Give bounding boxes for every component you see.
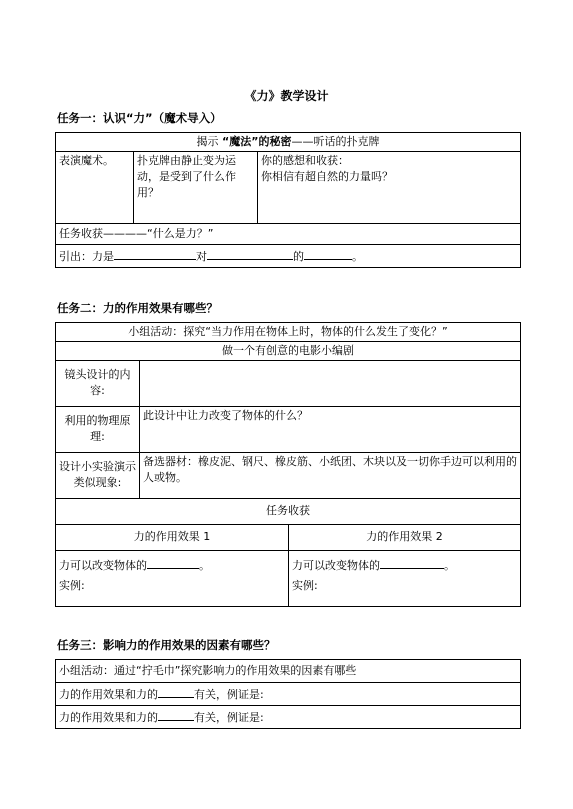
task2-principle-value: 此设计中让力改变了物体的什么？ bbox=[140, 406, 521, 452]
task1-feeling-cell bbox=[258, 151, 521, 223]
blank-line[interactable] bbox=[158, 708, 194, 721]
task1-heading: 任务一：认识“力”（魔术导入） bbox=[57, 111, 222, 125]
task2-effect1-title: 力的作用效果 1 bbox=[56, 524, 289, 550]
task2-table bbox=[55, 322, 521, 607]
blank-line[interactable] bbox=[158, 685, 194, 698]
task1-header-prefix: 揭示 bbox=[196, 135, 219, 148]
task2-subtitle: 做一个有创意的电影小编剧 bbox=[56, 341, 521, 360]
task2-effect2-text: 力可以改变物体的 bbox=[292, 558, 380, 572]
task2-effect1-text: 力可以改变物体的 bbox=[59, 558, 147, 572]
task1-feeling-question: 你相信有超自然的力量吗？ bbox=[261, 169, 393, 183]
task1-header-magic: “魔法”的秘密 bbox=[222, 135, 292, 148]
task1-perform-cell: 表演魔术。 bbox=[56, 151, 134, 223]
task1-lead-row bbox=[56, 244, 521, 267]
task2-lens-label: 镜头设计的内容: bbox=[56, 360, 140, 406]
task2-effect2-period: 。 bbox=[444, 558, 455, 572]
task2-effect1-example: 实例: bbox=[59, 578, 85, 592]
task1-question-cell: 扑克牌由静止变为运动，是受到了什么作用？ bbox=[134, 151, 258, 223]
task1-feeling-label: 你的感想和收获： bbox=[261, 153, 349, 167]
task1-harvest: 任务收获————“什么是力？” bbox=[56, 223, 521, 244]
task2-effect2-title: 力的作用效果 2 bbox=[289, 524, 521, 550]
task3-activity: 小组活动：通过“拧毛巾”探究影响力的作用效果的因素有哪些 bbox=[56, 660, 521, 683]
task2-heading: 任务二：力的作用效果有哪些？ bbox=[57, 301, 218, 315]
task1-header bbox=[56, 133, 521, 152]
task2-experiment-value: 备选器材：橡皮泥、钢尺、橡皮筋、小纸团、木块以及一切你手边可以利用的人或物。 bbox=[140, 452, 521, 498]
blank-line[interactable] bbox=[207, 247, 293, 260]
task3-row2-text-b: 有关，例证是: bbox=[194, 711, 264, 725]
task2-effect1-period: 。 bbox=[199, 558, 210, 572]
task3-row-1 bbox=[56, 683, 521, 706]
task1-lead-text-3: 的 bbox=[293, 249, 304, 263]
task1-lead-text-4: 。 bbox=[352, 249, 363, 263]
task1-header-suffix: ——听话的扑克牌 bbox=[291, 135, 380, 148]
task3-table bbox=[55, 659, 521, 729]
task2-principle-label: 利用的物理原理: bbox=[56, 406, 140, 452]
blank-line[interactable] bbox=[380, 556, 444, 569]
task2-lens-value[interactable] bbox=[140, 360, 521, 406]
task3-heading: 任务三：影响力的作用效果的因素有哪些？ bbox=[57, 638, 276, 652]
task3-row2-text-a: 力的作用效果和力的 bbox=[59, 711, 158, 725]
task1-table bbox=[55, 132, 521, 268]
blank-line[interactable] bbox=[147, 556, 199, 569]
task2-activity: 小组活动：探究“当力作用在物体上时，物体的什么发生了变化？” bbox=[56, 323, 521, 342]
task2-effect2-cell bbox=[289, 550, 521, 606]
task2-harvest: 任务收获 bbox=[56, 498, 521, 524]
document-title: 《力》教学设计 bbox=[244, 89, 329, 103]
task3-row1-text-a: 力的作用效果和力的 bbox=[59, 688, 158, 702]
task3-row-2 bbox=[56, 706, 521, 729]
task3-row1-text-b: 有关，例证是: bbox=[194, 688, 264, 702]
task1-lead-text-2: 对 bbox=[196, 249, 207, 263]
task2-effect2-example: 实例: bbox=[292, 578, 318, 592]
task1-lead-text-1: 引出：力是 bbox=[59, 249, 114, 263]
task2-effect1-cell bbox=[56, 550, 289, 606]
blank-line[interactable] bbox=[114, 247, 196, 260]
blank-line[interactable] bbox=[304, 247, 352, 260]
task2-experiment-label: 设计小实验演示类似现象: bbox=[56, 452, 140, 498]
